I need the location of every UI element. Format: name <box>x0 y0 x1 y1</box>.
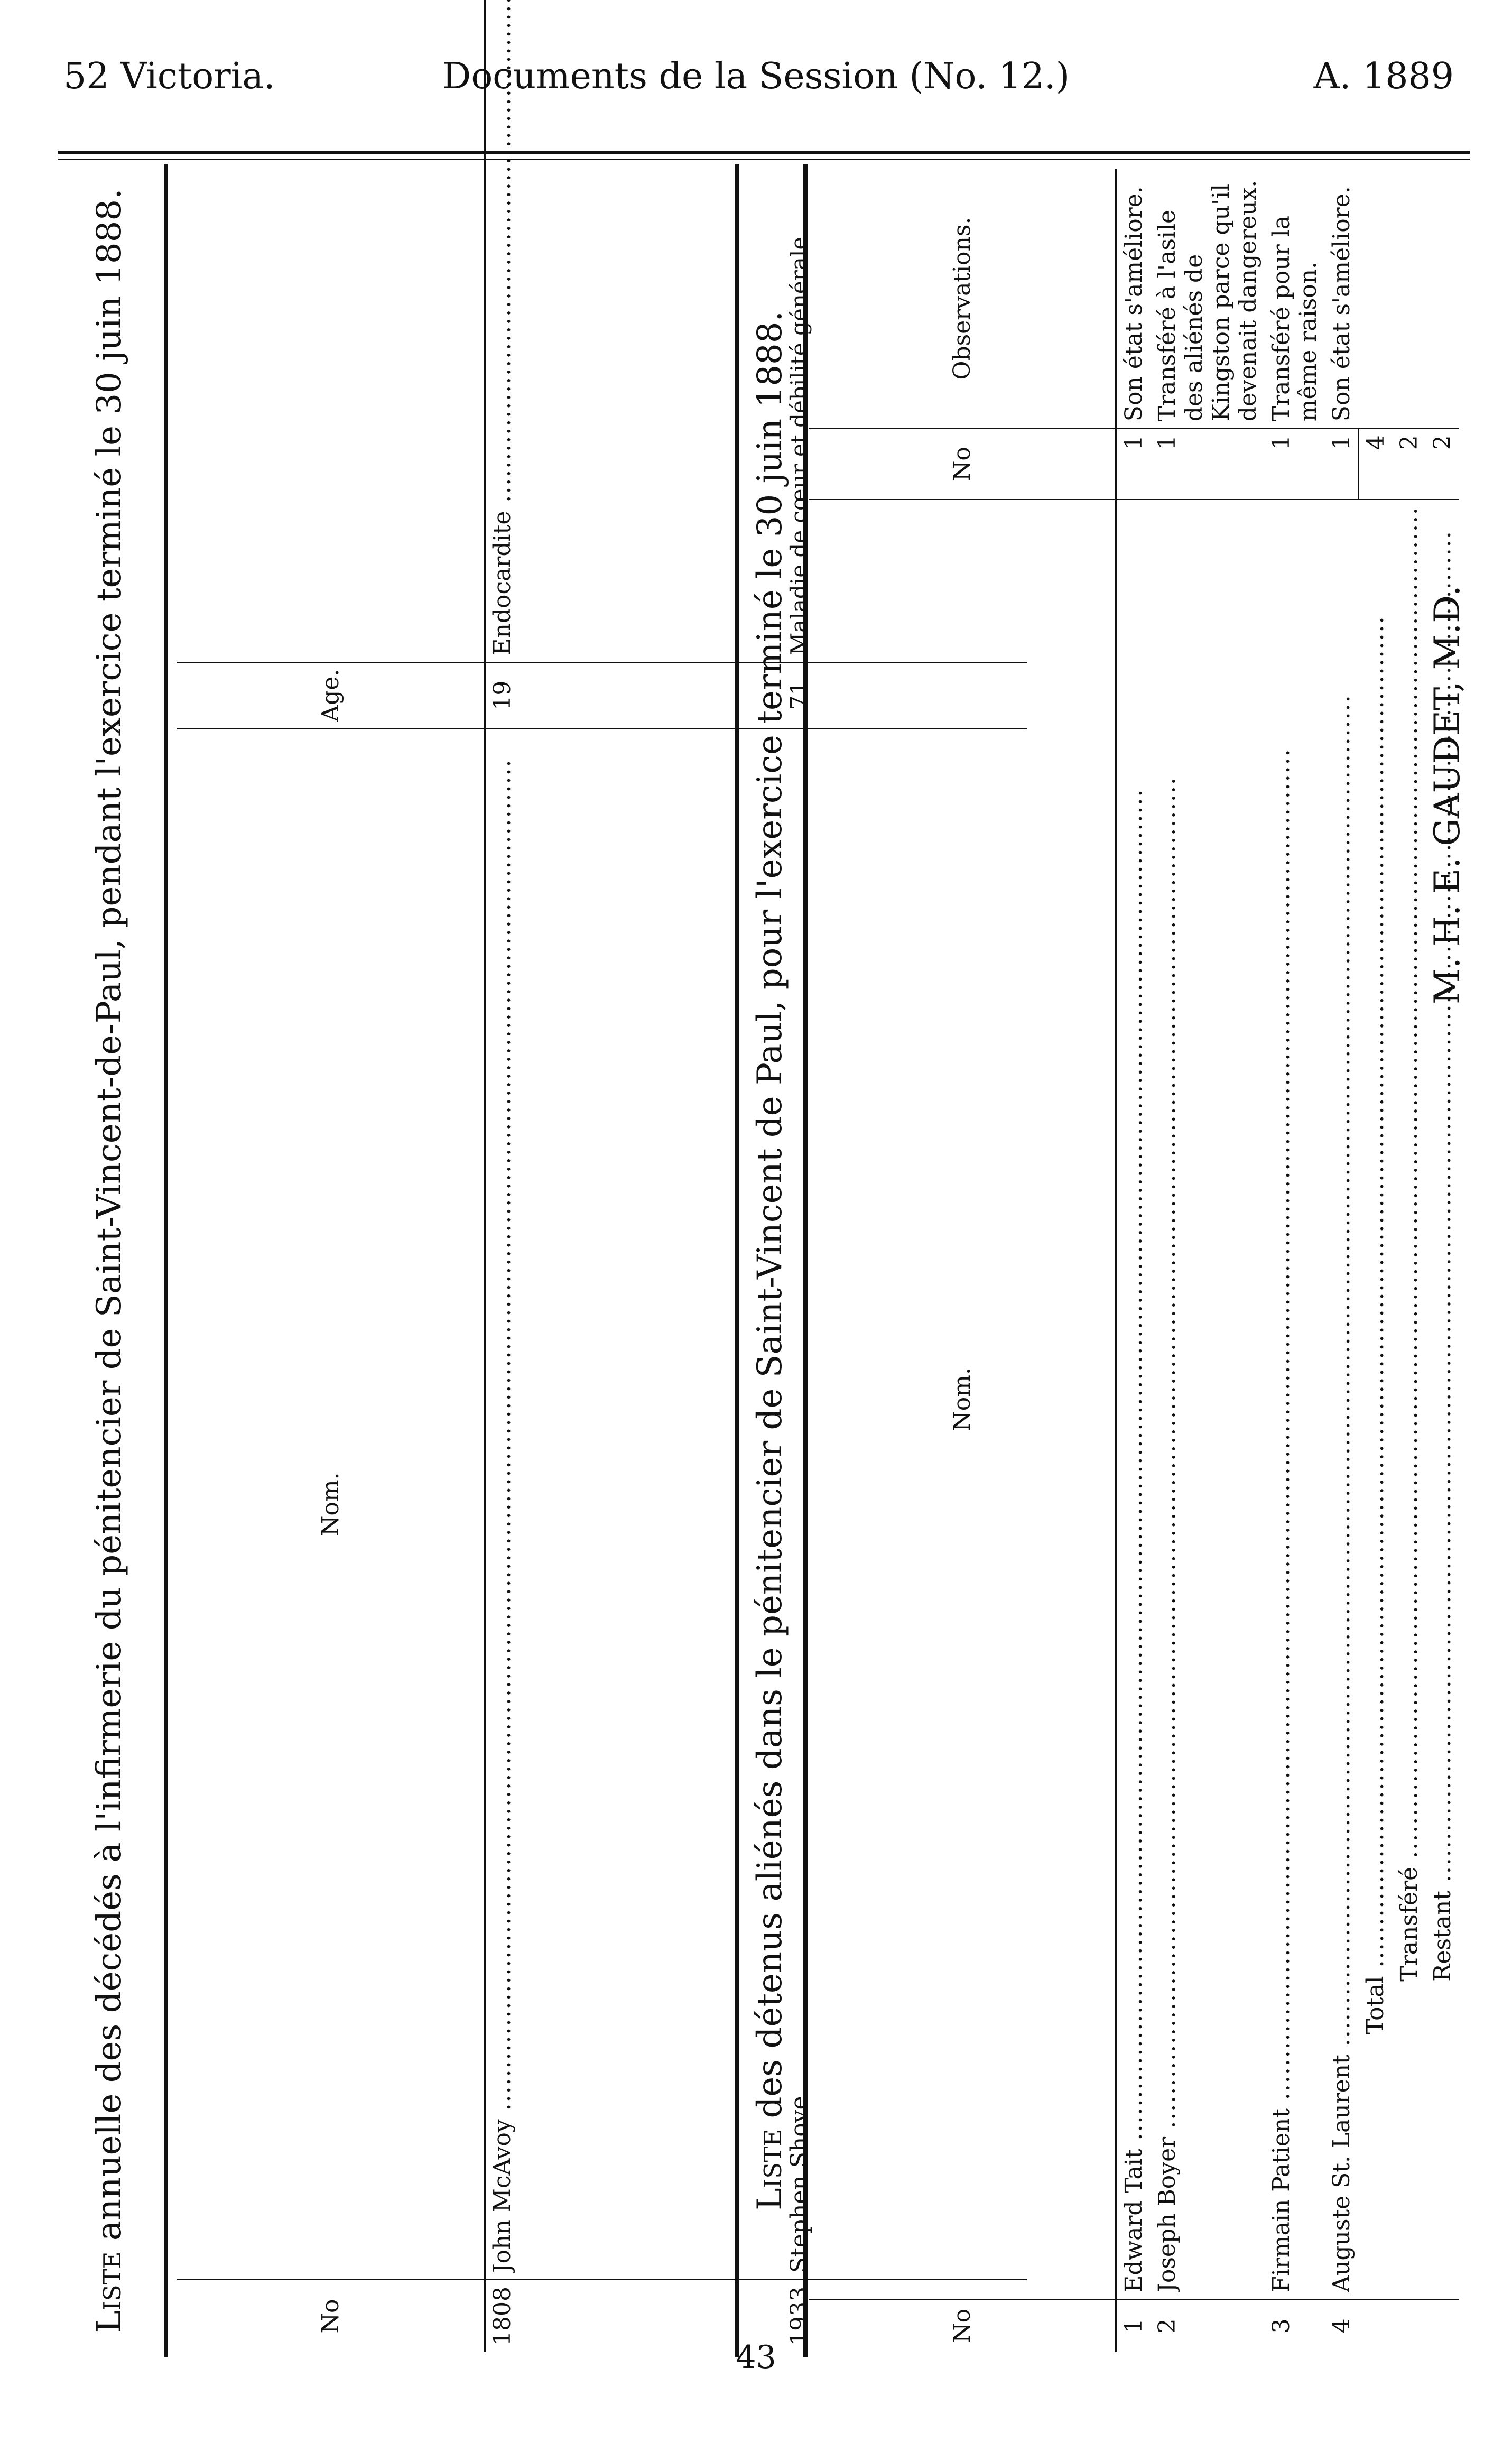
col-header-maladie <box>177 0 485 662</box>
row-no: 1808 <box>489 2287 516 2346</box>
col-header-nom: Nom. <box>809 500 1116 2299</box>
table-row <box>1325 169 1359 2352</box>
col-header-no: No <box>177 2280 485 2352</box>
table-row <box>1265 169 1325 2352</box>
restant-value: 2 <box>1426 428 1459 500</box>
transfere-row <box>1393 169 1426 2352</box>
row-count: 1 <box>1325 428 1359 500</box>
row-maladie: Maladie de cœur et débilité générale. <box>783 0 1027 662</box>
row-maladie: Endocardite ..... <box>485 0 783 662</box>
row-no: 3 <box>1268 2318 1295 2334</box>
row-age: 19 <box>485 662 783 729</box>
col-header-count: No <box>809 428 1116 500</box>
page-number: 43 <box>736 2339 776 2376</box>
table1-outer-rule <box>164 164 168 2357</box>
row-no: 2 <box>1154 2318 1181 2334</box>
col-header-no: No <box>809 2299 1116 2352</box>
table2-header-row <box>809 169 1116 2352</box>
row-no: 1933 <box>786 2287 813 2346</box>
row-count: 1 <box>1265 428 1325 500</box>
row-no: 1 <box>1120 2318 1147 2334</box>
row-nom: Auguste St. Laurent ..... <box>1325 500 1359 2299</box>
row-observations: Transféré pour la même raison. <box>1265 169 1325 428</box>
row-no: 4 <box>1328 2318 1355 2334</box>
header-document-title: Documents de la Session (No. 12.) <box>442 56 1070 97</box>
table2-outer-rule <box>803 164 808 2357</box>
row-age: 71 <box>783 662 1027 729</box>
total-value: 4 <box>1359 428 1393 500</box>
row-count: 1 <box>1151 428 1265 500</box>
table1-bottom-rule <box>735 164 739 2357</box>
table-row <box>1151 169 1265 2352</box>
table1-header-row <box>177 0 485 2352</box>
rotated-page-body <box>63 169 1468 2352</box>
signature: M. H. E. GAUDET, M.D. <box>1427 585 1468 1004</box>
row-observations: Son état s'améliore. <box>1325 169 1359 428</box>
table2-title <box>750 169 790 2352</box>
total-label: Total ..... <box>1359 500 1393 2299</box>
row-observations: Son état s'améliore. <box>1116 169 1151 428</box>
row-nom: Edward Tait ..... <box>1116 500 1151 2299</box>
restant-row <box>1426 169 1459 2352</box>
table1-title-lead: Liste <box>90 2251 129 2333</box>
header-year: A. 1889 <box>1313 56 1454 97</box>
empty-cell <box>1426 169 1459 428</box>
table-row <box>1116 169 1151 2352</box>
col-header-observations: Observations. <box>809 169 1116 428</box>
row-nom: Stephen Shove ..... <box>783 729 1027 2280</box>
table2-title-lead: Liste <box>750 2129 790 2210</box>
table2-insane-inmates <box>809 169 1459 2352</box>
table1-title-text: annuelle des décédés à l'infirmerie du pénitencier de Saint-Vincent-de-Paul, pendant l'exercice terminé le 30 juin 1888. <box>90 188 129 2252</box>
table2-title-text: des détenus aliénés dans le pénitencier de Saint-Vincent de Paul, pour l'exercice terminé le 30 juin 1888. <box>750 311 790 2129</box>
header-session-year: 52 Victoria. <box>63 56 275 97</box>
row-nom: Firmain Patient ..... <box>1265 500 1325 2299</box>
table1-title <box>90 169 129 2352</box>
row-count: 1 <box>1116 428 1151 500</box>
col-header-nom: Nom. <box>177 729 485 2280</box>
empty-cell <box>1359 169 1393 428</box>
total-row <box>1359 169 1393 2352</box>
transfere-value: 2 <box>1393 428 1426 500</box>
row-observations: Transféré à l'asile des aliénés de Kingston parce qu'il devenait dangereux. <box>1151 169 1265 428</box>
empty-cell <box>1393 169 1426 428</box>
row-nom: John McAvoy ..... <box>485 729 783 2280</box>
col-header-age: Age. <box>177 662 485 729</box>
restant-label: Restant ..... <box>1426 500 1459 2299</box>
row-nom: Joseph Boyer ..... <box>1151 500 1265 2299</box>
transfere-label: Transféré ..... <box>1393 500 1426 2299</box>
